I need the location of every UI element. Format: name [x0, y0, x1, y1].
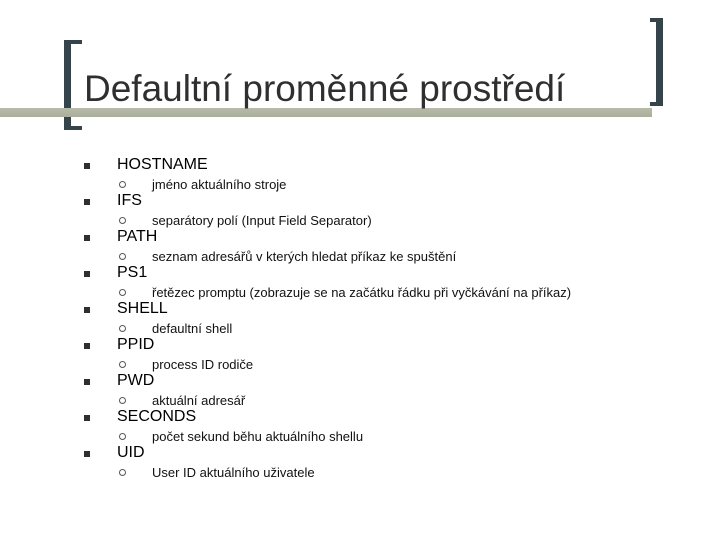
- variable-description: User ID aktuálního uživatele: [152, 465, 315, 480]
- sub-bullet-circle-icon: [119, 361, 126, 368]
- variable-name: PATH: [117, 228, 158, 245]
- bullet-square-icon: [84, 307, 90, 313]
- variable-name: SHELL: [117, 300, 168, 317]
- variable-description: process ID rodiče: [152, 357, 254, 372]
- sub-bullet-circle-icon: [119, 217, 126, 224]
- bullet-square-icon: [84, 271, 90, 277]
- sub-bullet-circle-icon: [119, 325, 126, 332]
- variable-name: SECONDS: [117, 408, 197, 425]
- bullet-square-icon: [84, 235, 90, 241]
- variable-description: seznam adresářů v kterých hledat příkaz ke spuštění: [152, 249, 457, 264]
- bullet-square-icon: [84, 199, 90, 205]
- sub-bullet-circle-icon: [119, 289, 126, 296]
- variable-name: HOSTNAME: [117, 156, 208, 173]
- variable-description: defaultní shell: [152, 321, 233, 336]
- variable-name: UID: [117, 444, 145, 461]
- variable-description: řetězec promptu (zobrazuje se na začátku řádku při vyčkávání na příkaz): [152, 285, 572, 300]
- variable-description: aktuální adresář: [152, 393, 246, 408]
- bullet-square-icon: [84, 163, 90, 169]
- bullet-square-icon: [84, 415, 90, 421]
- sub-bullet-circle-icon: [119, 469, 126, 476]
- variable-description: separátory polí (Input Field Separator): [152, 213, 372, 228]
- bullet-square-icon: [84, 343, 90, 349]
- sub-bullet-circle-icon: [119, 433, 126, 440]
- variable-name: PS1: [117, 264, 148, 281]
- bullet-square-icon: [84, 379, 90, 385]
- sub-bullet-circle-icon: [119, 181, 126, 188]
- slide-title: Defaultní proměnné prostředí: [84, 68, 566, 109]
- variable-name: PWD: [117, 372, 155, 389]
- bullet-square-icon: [84, 451, 90, 457]
- variable-name: PPID: [117, 336, 155, 353]
- variable-description: počet sekund běhu aktuálního shellu: [152, 429, 364, 444]
- variable-name: IFS: [117, 192, 142, 209]
- sub-bullet-circle-icon: [119, 253, 126, 260]
- sub-bullet-circle-icon: [119, 397, 126, 404]
- variable-description: jméno aktuálního stroje: [152, 177, 287, 192]
